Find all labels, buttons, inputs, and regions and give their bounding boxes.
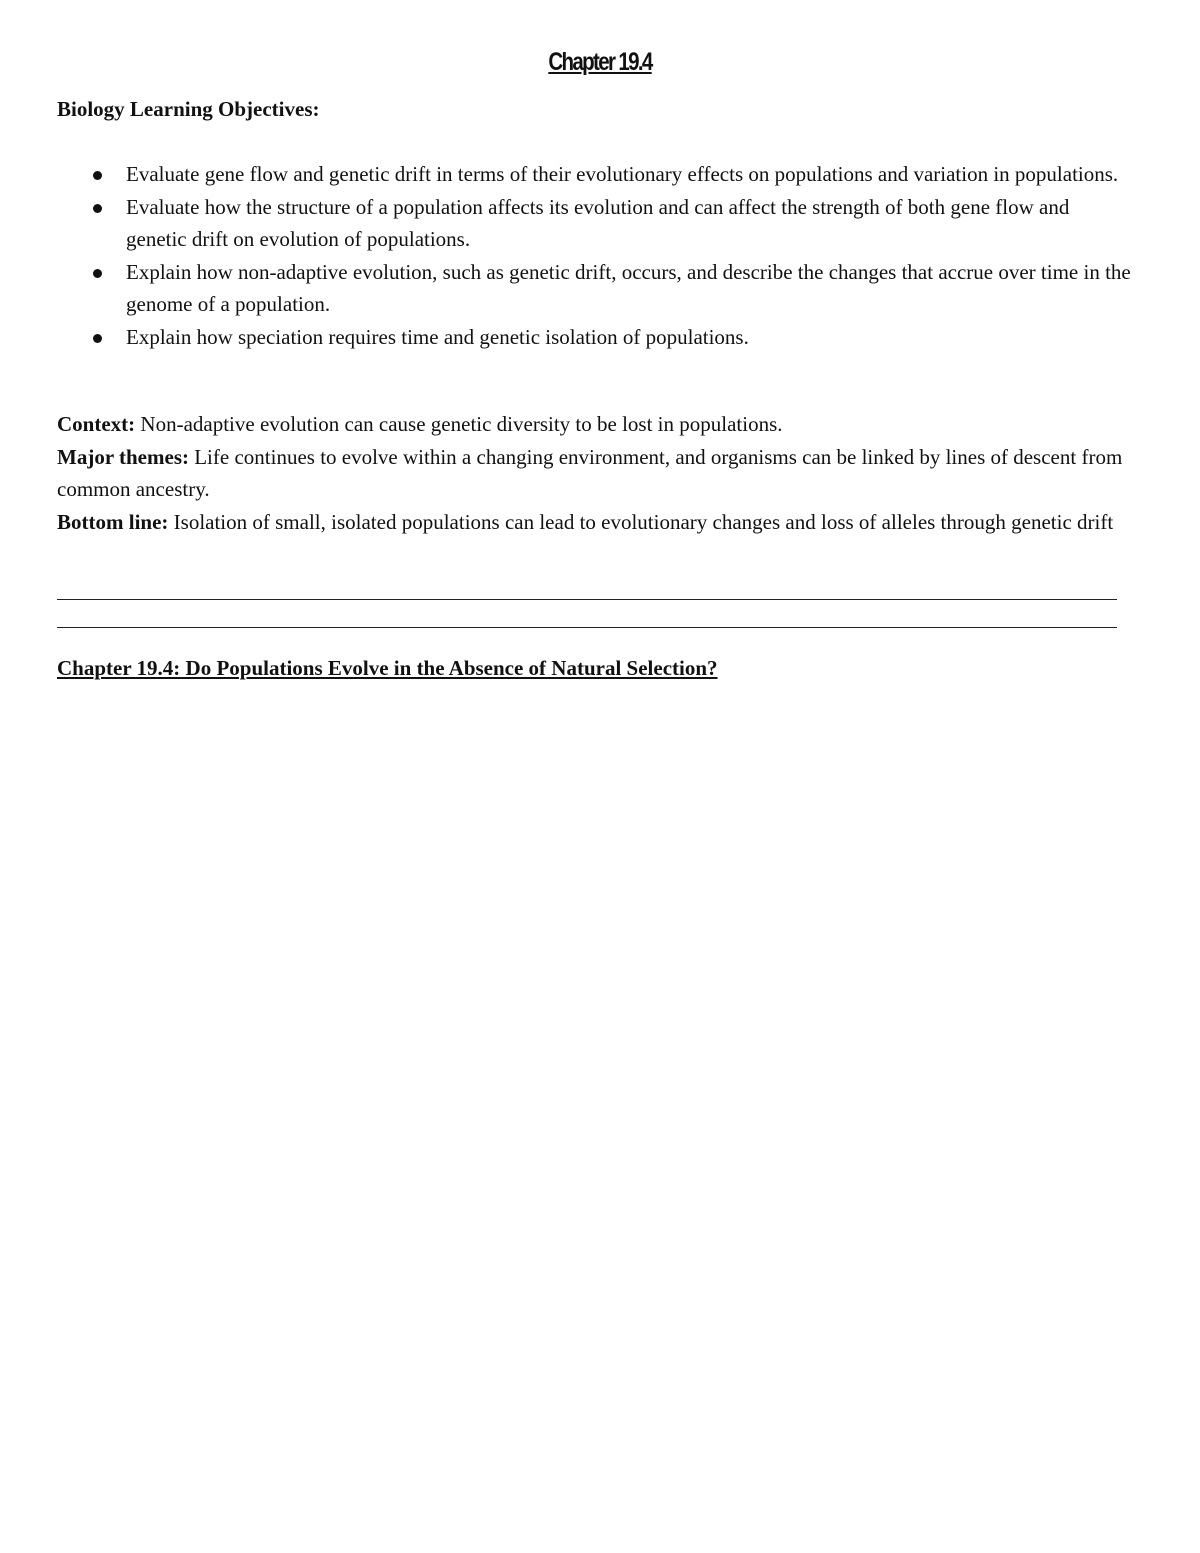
objectives-heading: Biology Learning Objectives:	[57, 97, 320, 121]
bottom-line-text: Isolation of small, isolated populations can lead to evolutionary changes and loss of alleles through genetic drift	[173, 509, 1114, 534]
objectives-list	[57, 158, 1132, 353]
list-item	[57, 321, 1132, 354]
divider	[57, 599, 1117, 600]
list-item	[57, 191, 1132, 256]
page-title: Chapter 19.4	[548, 48, 652, 76]
bullet-icon	[93, 171, 102, 180]
divider	[57, 627, 1117, 628]
section-heading: Chapter 19.4: Do Populations Evolve in the Absence of Natural Selection?	[57, 656, 718, 680]
context-line	[57, 408, 1132, 441]
summary-block	[57, 408, 1132, 538]
context-text: Non-adaptive evolution can cause genetic diversity to be lost in populations.	[140, 412, 783, 436]
objective-text: Explain how non-adaptive evolution, such as genetic drift, occurs, and describe the changes that accrue over time in the genome of a population.	[126, 259, 1131, 316]
bullet-icon	[93, 204, 102, 213]
objective-text: Evaluate how the structure of a population affects its evolution and can affect the strength of both gene flow and genetic drift on evolution of populations.	[126, 194, 1070, 251]
major-themes-label: Major themes:	[57, 444, 189, 469]
objective-text: Explain how speciation requires time and genetic isolation of populations.	[126, 324, 749, 349]
major-themes-text: Life continues to evolve within a changing environment, and organisms can be linked by lines of descent from common ancestry.	[57, 444, 1123, 501]
objective-text: Evaluate gene flow and genetic drift in terms of their evolutionary effects on populations and variation in populations.	[126, 162, 1119, 186]
list-item	[57, 158, 1132, 191]
bullet-icon	[93, 269, 102, 278]
bottom-line-label: Bottom line:	[57, 509, 169, 534]
list-item	[57, 256, 1132, 321]
major-themes-line	[57, 441, 1132, 506]
bullet-icon	[93, 334, 102, 343]
context-label: Context:	[57, 412, 136, 436]
bottom-line-line	[57, 506, 1132, 539]
